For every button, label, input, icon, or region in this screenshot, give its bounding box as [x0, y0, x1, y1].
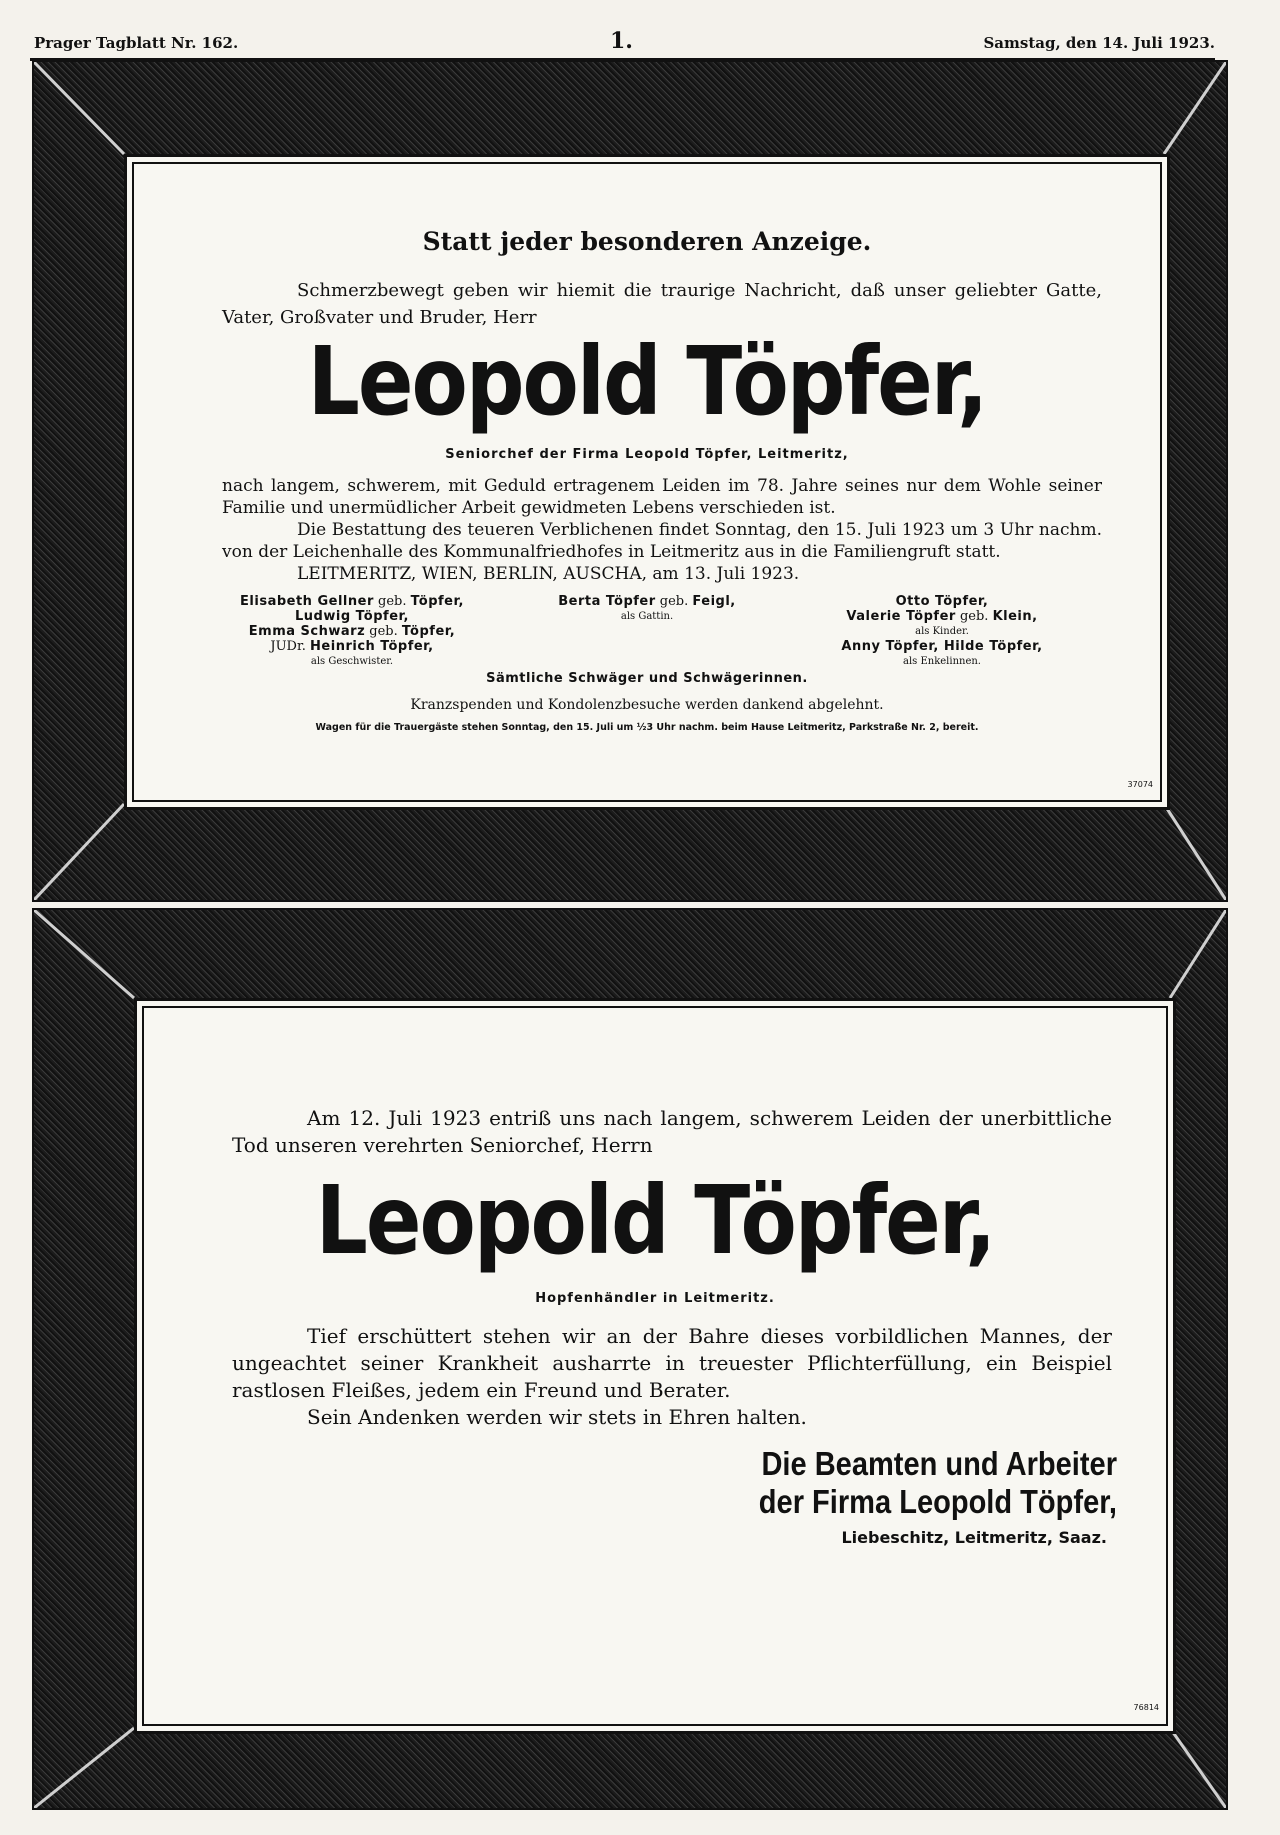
mourner-name: Valerie Töpfer [846, 609, 956, 624]
mourner-geb: geb. [959, 609, 989, 624]
ad-intro-text: Am 12. Juli 1923 entriß uns nach langem, schwerem Leiden der unerbittliche Tod unseren verehrten Seniorchef, Herrn [232, 1106, 1112, 1157]
mourner-role: als Kinder. [915, 626, 969, 637]
newspaper-issue: Prager Tagblatt Nr. 162. [34, 34, 239, 52]
mourner-role: als Gattin. [620, 611, 674, 622]
mourner-role: als Geschwister. [310, 656, 394, 667]
mourners-siblings [222, 594, 482, 669]
mourner-geb: geb. [369, 624, 398, 639]
mourner-role: als Enkelinnen. [902, 656, 981, 667]
body-paragraph: Die Bestattung des teueren Verblichenen findet Sonntag, den 15. Juli 1923 um 3 Uhr nachm. von der Leichenhalle des Kommunalfriedhofes in Leitmeritz aus in die Familiengruft statt. [222, 520, 1102, 562]
page-header [30, 30, 1215, 61]
company-locations: Liebeschitz, Leitmeritz, Saaz. [841, 1528, 1107, 1547]
body-paragraph: Tief erschüttert stehen wir an der Bahre dieses vorbildlichen Mannes, der ungeachtet seiner Krankheit ausharrte in treuester Pflichterfüllung, ein Beispiel rastlosen Fleißes, jedem ein Freund und Berater. [232, 1324, 1112, 1402]
ad-heading: Statt jeder besonderen Anzeige. [422, 227, 872, 256]
mourner-maiden-name: Töpfer, [401, 624, 456, 639]
obituary-panel-company [134, 998, 1176, 1734]
place-date-line: LEITMERITZ, WIEN, BERLIN, AUSCHA, am 13. Juli 1923. [297, 564, 800, 584]
mourner-name: Otto Töpfer, [895, 594, 989, 609]
ad-code: 37074 [1127, 780, 1153, 789]
mourner-maiden-name: Feigl, [692, 594, 736, 609]
ad-intro-text: Schmerzbewegt geben wir hiemit die traurige Nachricht, daß unser geliebter Gatte, Vater, Großvater und Bruder, Herr [222, 280, 1102, 328]
mourners-wife [522, 594, 772, 624]
body-paragraph: nach langem, schwerem, mit Geduld ertragenem Leiden im 78. Jahre seines nur dem Wohle seiner Familie und unermüdlicher Arbeit gewidmeten Lebens verschieden ist. [222, 476, 1102, 518]
mourner-title: JUDr. [270, 639, 306, 654]
page-number: 1. [610, 28, 633, 54]
condolence-note: Kranzspenden und Kondolenzbesuche werden dankend abgelehnt. [410, 697, 884, 713]
issue-date: Samstag, den 14. Juli 1923. [983, 34, 1215, 52]
deceased-title: Seniorchef der Firma Leopold Töpfer, Leitmeritz, [445, 447, 849, 462]
obituary-panel-family [124, 154, 1170, 810]
inlaws-line: Sämtliche Schwäger und Schwägerinnen. [486, 671, 808, 686]
carriage-note: Wagen für die Trauergäste stehen Sonntag, den 15. Juli um ½3 Uhr nachm. beim Hause Leitmeritz, Parkstraße Nr. 2, bereit. [315, 722, 979, 733]
mourner-name: Berta Töpfer [558, 594, 656, 609]
deceased-title: Hopfenhändler in Leitmeritz. [535, 1291, 775, 1306]
mourner-name: Emma Schwarz [248, 624, 366, 639]
ad-code: 76814 [1133, 1703, 1159, 1712]
obituary-frame-company [32, 908, 1228, 1810]
mourner-geb: geb. [659, 594, 689, 609]
ad-body [222, 475, 1102, 585]
mourner-name: Elisabeth Gellner [240, 594, 374, 609]
obituary-frame-family [32, 60, 1228, 902]
mourners-children [782, 594, 1102, 669]
body-paragraph: Sein Andenken werden wir stets in Ehren halten. [307, 1405, 807, 1429]
signature-line: der Firma Leopold Töpfer, [758, 1483, 1117, 1520]
mourner-maiden-name: Klein, [992, 609, 1038, 624]
mourner-name: Ludwig Töpfer, [295, 609, 409, 624]
signature-block [607, 1445, 1117, 1521]
signature-line: Die Beamten und Arbeiter [761, 1445, 1117, 1482]
mourner-maiden-name: Töpfer, [410, 594, 464, 609]
ad-body [232, 1323, 1112, 1431]
deceased-name: Leopold Töpfer, [315, 1166, 995, 1277]
mourner-name: Anny Töpfer, Hilde Töpfer, [841, 639, 1043, 654]
deceased-name: Leopold Töpfer, [307, 327, 987, 438]
mourner-name: Heinrich Töpfer, [310, 639, 434, 654]
mourner-geb: geb. [378, 594, 407, 609]
